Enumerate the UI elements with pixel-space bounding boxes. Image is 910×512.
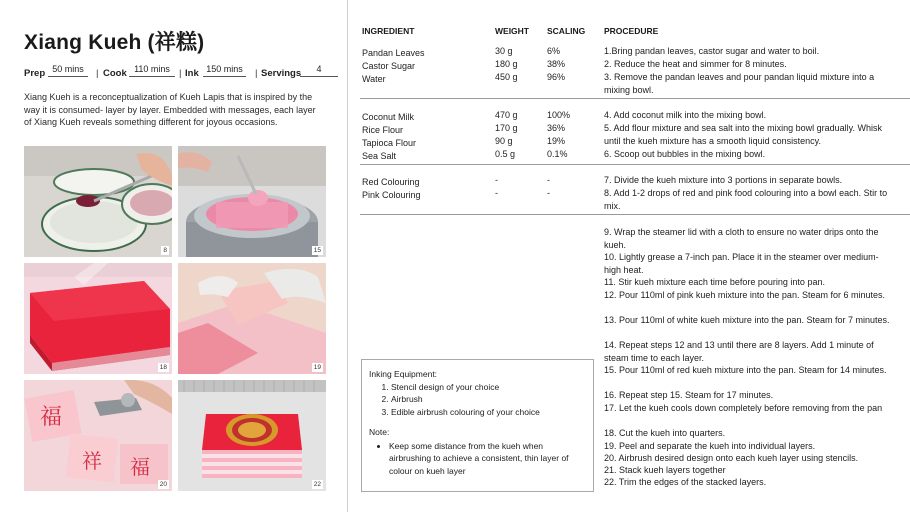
ingredient-scaling: 0.1% bbox=[547, 149, 568, 159]
ingredient-scaling: 6% bbox=[547, 46, 561, 56]
ingredient-name: Pandan Leaves bbox=[362, 48, 425, 58]
photo-number: 15 bbox=[313, 247, 321, 254]
separator: | bbox=[255, 68, 258, 79]
procedure-step: 4. Add coconut milk into the mixing bowl. bbox=[604, 110, 767, 120]
ingredient-name: Rice Flour bbox=[362, 125, 404, 135]
procedure-step: 11. Stir kueh mixture each time before pouring into pan. bbox=[604, 277, 825, 287]
ingredient-name: Sea Salt bbox=[362, 151, 397, 161]
airbrush-image bbox=[24, 380, 172, 491]
stacked-kueh-image bbox=[178, 380, 326, 491]
prep-value: 50 mins bbox=[48, 64, 88, 77]
header-ingredient: INGREDIENT bbox=[362, 26, 415, 36]
peeling-image bbox=[178, 263, 326, 374]
ingredient-scaling: 96% bbox=[547, 72, 566, 82]
procedure-step: 20. Airbrush desired design onto each kueh layer using stencils. bbox=[604, 453, 859, 463]
inking-item: 1. Stencil design of your choice bbox=[391, 381, 586, 394]
procedure-step: 9. Wrap the steamer lid with a cloth to ensure no water drips onto the kueh. bbox=[604, 227, 879, 250]
note-list bbox=[369, 440, 586, 478]
svg-text:福: 福 bbox=[130, 455, 150, 479]
svg-text:福: 福 bbox=[40, 405, 63, 430]
photo-step-15 bbox=[178, 146, 326, 257]
recipe-title: Xiang Kueh (祥糕) bbox=[24, 31, 205, 54]
procedure-step: 3. Remove the pandan leaves and pour pandan liquid mixture into a mixing bowl. bbox=[604, 72, 875, 95]
header-procedure: PROCEDURE bbox=[604, 26, 659, 36]
procedure-step: 13. Pour 110ml of white kueh mixture into the pan. Steam for 7 minutes. bbox=[604, 315, 890, 325]
ink-value: 150 mins bbox=[203, 64, 246, 77]
procedure-step: 6. Scoop out bubbles in the mixing bowl. bbox=[604, 149, 766, 159]
inking-item: 2. Airbrush bbox=[391, 393, 586, 406]
ingredient-name: Pink Colouring bbox=[362, 190, 421, 200]
inking-item: 3. Edible airbrush colouring of your choice bbox=[391, 406, 586, 419]
row-divider bbox=[360, 164, 910, 165]
photo-step-18 bbox=[24, 263, 172, 374]
red-layers-image bbox=[24, 263, 172, 374]
procedure-step: 19. Peel and separate the kueh into individual layers. bbox=[604, 441, 816, 451]
ingredient-name: Castor Sugar bbox=[362, 61, 416, 71]
inking-list bbox=[369, 381, 586, 419]
ingredient-weight: 450 g bbox=[495, 72, 518, 82]
ink-label: Ink bbox=[185, 68, 199, 79]
ingredient-name: Water bbox=[362, 74, 386, 84]
ingredient-scaling: 100% bbox=[547, 110, 571, 120]
procedure-step: 18. Cut the kueh into quarters. bbox=[604, 428, 726, 438]
procedure-step: 5. Add flour mixture and sea salt into the mixing bowl gradually. Whisk until the kueh mixture has a smooth liquid consistency. bbox=[604, 123, 882, 146]
cook-label: Cook bbox=[103, 68, 127, 79]
procedure-step: 16. Repeat step 15. Steam for 17 minutes. bbox=[604, 390, 774, 400]
ingredient-weight: - bbox=[495, 175, 498, 185]
photo-step-8 bbox=[24, 146, 172, 257]
procedure-step: 7. Divide the kueh mixture into 3 portions in separate bowls. bbox=[604, 175, 843, 185]
inking-title: Inking Equipment: bbox=[369, 369, 438, 379]
ingredient-scaling: 38% bbox=[547, 59, 566, 69]
photo-number: 8 bbox=[163, 247, 167, 254]
prep-label: Prep bbox=[24, 68, 46, 79]
ingredient-weight: 0.5 g bbox=[495, 149, 516, 159]
photo-step-22 bbox=[178, 380, 326, 491]
ingredient-weight: 30 g bbox=[495, 46, 513, 56]
inking-equipment-box bbox=[361, 359, 594, 492]
procedure-step: 15. Pour 110ml of red kueh mixture into the pan. Steam for 14 minutes. bbox=[604, 365, 887, 375]
procedure-step: 12. Pour 110ml of pink kueh mixture into the pan. Steam for 6 minutes. bbox=[604, 290, 885, 300]
ingredient-weight: 170 g bbox=[495, 123, 518, 133]
row-divider bbox=[360, 98, 910, 99]
ingredient-scaling: - bbox=[547, 188, 550, 198]
procedure-step: 8. Add 1-2 drops of red and pink food colouring into a bowl each. Stir to mix. bbox=[604, 188, 888, 211]
separator: | bbox=[179, 68, 182, 79]
header-scaling: SCALING bbox=[547, 26, 586, 36]
ingredient-scaling: 19% bbox=[547, 136, 566, 146]
servings-label: Servings bbox=[261, 68, 302, 79]
bowls-image bbox=[24, 146, 172, 257]
ingredient-scaling: 36% bbox=[547, 123, 566, 133]
ingredient-name: Coconut Milk bbox=[362, 112, 415, 122]
procedure-step: 10. Lightly grease a 7-inch pan. Place it in the steamer over medium-high heat. bbox=[604, 252, 879, 275]
header-weight: WEIGHT bbox=[495, 26, 529, 36]
ingredient-scaling: - bbox=[547, 175, 550, 185]
photo-step-19 bbox=[178, 263, 326, 374]
steamer-image bbox=[178, 146, 326, 257]
ingredient-weight: - bbox=[495, 188, 498, 198]
procedure-step: 1.Bring pandan leaves, castor sugar and water to boil. bbox=[604, 46, 820, 56]
procedure-step: 21. Stack kueh layers together bbox=[604, 465, 726, 475]
cook-value: 110 mins bbox=[129, 64, 175, 77]
ingredient-name: Red Colouring bbox=[362, 177, 420, 187]
photo-step-20 bbox=[24, 380, 172, 491]
photo-number: 18 bbox=[159, 364, 167, 371]
procedure-step: 2. Reduce the heat and simmer for 8 minutes. bbox=[604, 59, 787, 69]
recipe-intro: Xiang Kueh is a reconceptualization of Kueh Lapis that is inspired by the way it is consumed- layer by layer. Embedded with messages, each layer of Xiang Kueh reveals something different for joyous occasions. bbox=[24, 92, 316, 128]
separator: | bbox=[96, 68, 99, 79]
recipe-page bbox=[0, 0, 347, 512]
recipe-meta bbox=[24, 64, 342, 80]
ingredient-name: Tapioca Flour bbox=[362, 138, 417, 148]
photo-number: 20 bbox=[159, 481, 167, 488]
note-text: • Keep some distance from the kueh when airbrushing to achieve a consistent, thin layer of colour on kueh layer bbox=[389, 440, 586, 478]
note-label: Note: bbox=[369, 427, 390, 437]
procedure-step: 14. Repeat steps 12 and 13 until there are 8 layers. Add 1 minute of steam time to each layer. bbox=[604, 340, 874, 363]
row-divider bbox=[360, 214, 910, 215]
page-divider bbox=[347, 0, 348, 512]
servings-value: 4 bbox=[300, 64, 338, 77]
ingredient-weight: 470 g bbox=[495, 110, 518, 120]
svg-text:祥: 祥 bbox=[82, 449, 102, 473]
procedure-step: 22. Trim the edges of the stacked layers. bbox=[604, 477, 767, 487]
photo-number: 22 bbox=[313, 481, 321, 488]
photo-number: 19 bbox=[313, 364, 321, 371]
ingredient-weight: 90 g bbox=[495, 136, 513, 146]
procedure-step: 17. Let the kueh cools down completely before removing from the pan bbox=[604, 403, 883, 413]
ingredient-weight: 180 g bbox=[495, 59, 518, 69]
